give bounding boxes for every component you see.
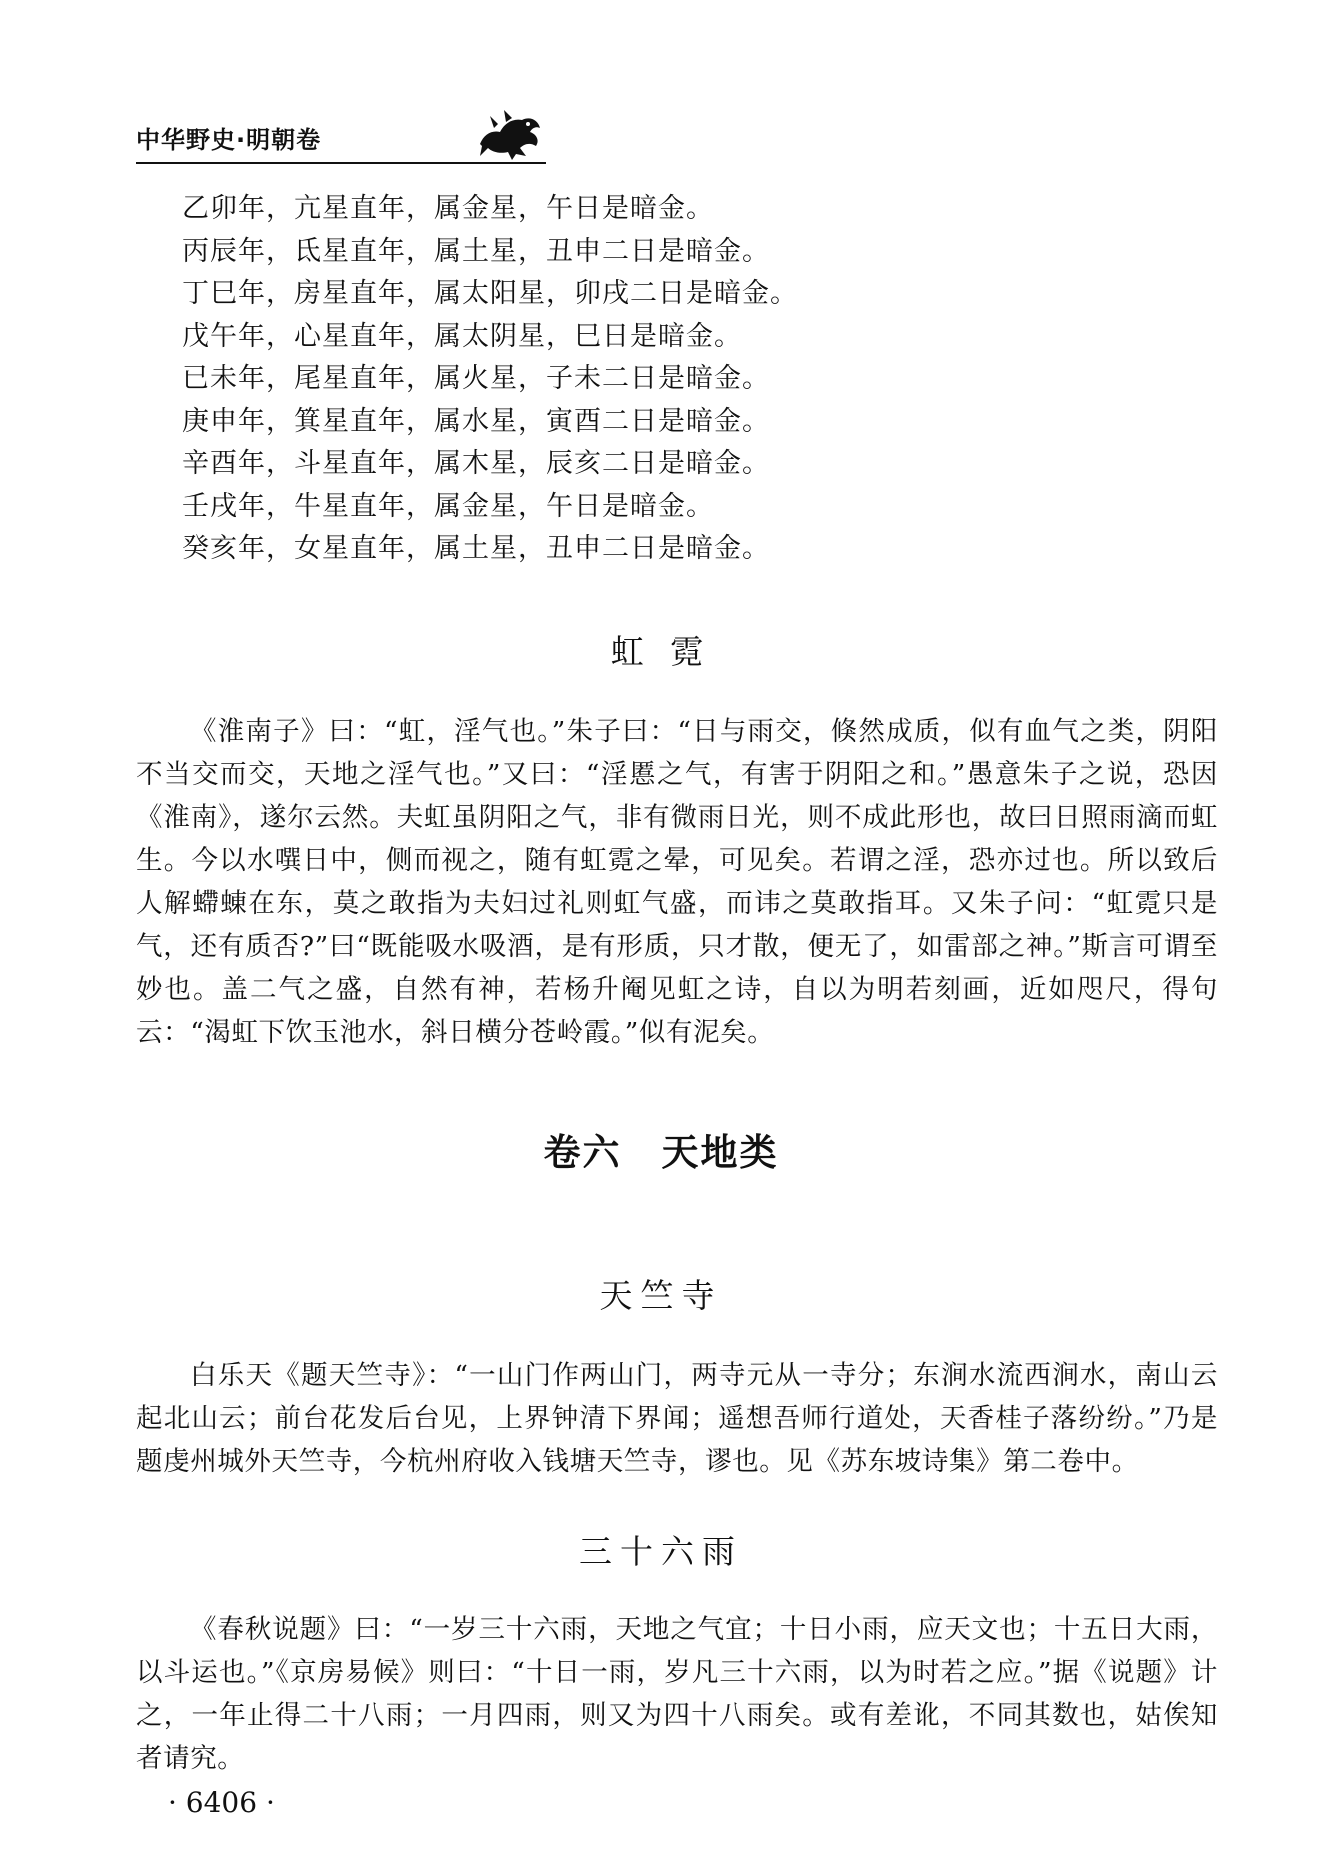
section-body-rainbow: 《淮南子》曰：“虹，淫气也。”朱子曰：“日与雨交，倏然成质，似有血气之类，阴阳不当交而交，天地之淫气也。”又曰：“淫慝之气，有害于阴阳之和。”愚意朱子之说，恐因《淮南》，遂尔云然。夫虹虽阴阳之气，非有微雨日光，则不成此形也，故曰日照雨滴而虹生。今以水噀日中，侧而视之，随有虹霓之晕，可见矣。若谓之淫，恐亦过也。所以致后人解螮蝀在东，莫之敢指为夫妇过礼则虹气盛，而讳之莫敢指耳。又朱子问：“虹霓只是气，还有质否?”曰“既能吸水吸酒，是有形质，只才散，便无了，如雷部之神。”斯言可谓至妙也。盖二气之盛，自然有神，若杨升阉见虹之诗，自以为明若刻画，近如咫尺，得句云：“渴虹下饮玉池水，斜日横分苍岭霞。”似有泥矣。 [136, 716, 1218, 1048]
list-item: 癸亥年，女星直年，属土星，丑申二日是暗金。 [182, 533, 770, 564]
section-body-tianzhu: 白乐天《题天竺寺》：“一山门作两山门，两寺元从一寺分；东涧水流西涧水，南山云起北山云；前台花发后台见，上界钟清下界闻；遥想吾师行道处，天香桂子落纷纷。”乃是题虔州城外天竺寺，今杭州府收入钱塘天竺寺，谬也。见《苏东坡诗集》第二卷中。 [136, 1360, 1218, 1477]
list-item: 壬戌年，牛星直年，属金星，午日是暗金。 [182, 490, 714, 522]
section-body-rain36: 《春秋说题》曰：“一岁三十六雨，天地之气宜；十日小雨，应天文也；十五日大雨，以斗运也。”《京房易候》则曰：“十日一雨，岁凡三十六雨，以为时若之应。”据《说题》计之，一年止得二十八雨；一月四雨，则又为四十八雨矣。或有差讹，不同其数也，姑俟知者请究。 [136, 1614, 1218, 1774]
list-item: 已未年，尾星直年，属火星，子未二日是暗金。 [182, 363, 770, 394]
header-rule [136, 162, 546, 164]
page-number: · 6406 · [168, 1786, 275, 1819]
list-item: 戊午年，心星直年，属太阴星，巳日是暗金。 [182, 320, 742, 352]
list-item: 乙卯年，亢星直年，属金星，午日是暗金。 [182, 193, 714, 224]
list-item: 庚申年，箕星直年，属水星，寅酉二日是暗金。 [182, 405, 770, 437]
list-item: 丁巳年，房星直年，属太阳星，卯戌二日是暗金。 [182, 278, 798, 309]
list-item: 辛酉年，斗星直年，属木星，辰亥二日是暗金。 [182, 448, 770, 479]
list-item: 丙辰年，氐星直年，属土星，丑申二日是暗金。 [182, 235, 770, 267]
chapter-title [0, 1122, 1322, 1176]
section-title-rain36: 三十六雨 [579, 1532, 743, 1571]
book-title: 中华野史·明朝卷 [136, 126, 322, 154]
chapter-number: 卷六 [543, 1131, 622, 1174]
year-star-list [182, 188, 798, 571]
running-header [136, 104, 546, 168]
section-title-tianzhu: 天竺寺 [599, 1276, 723, 1315]
dragon-logo-icon [470, 104, 550, 164]
chapter-name: 天地类 [661, 1131, 779, 1174]
section-title-rainbow: 虹 霓 [610, 632, 712, 671]
